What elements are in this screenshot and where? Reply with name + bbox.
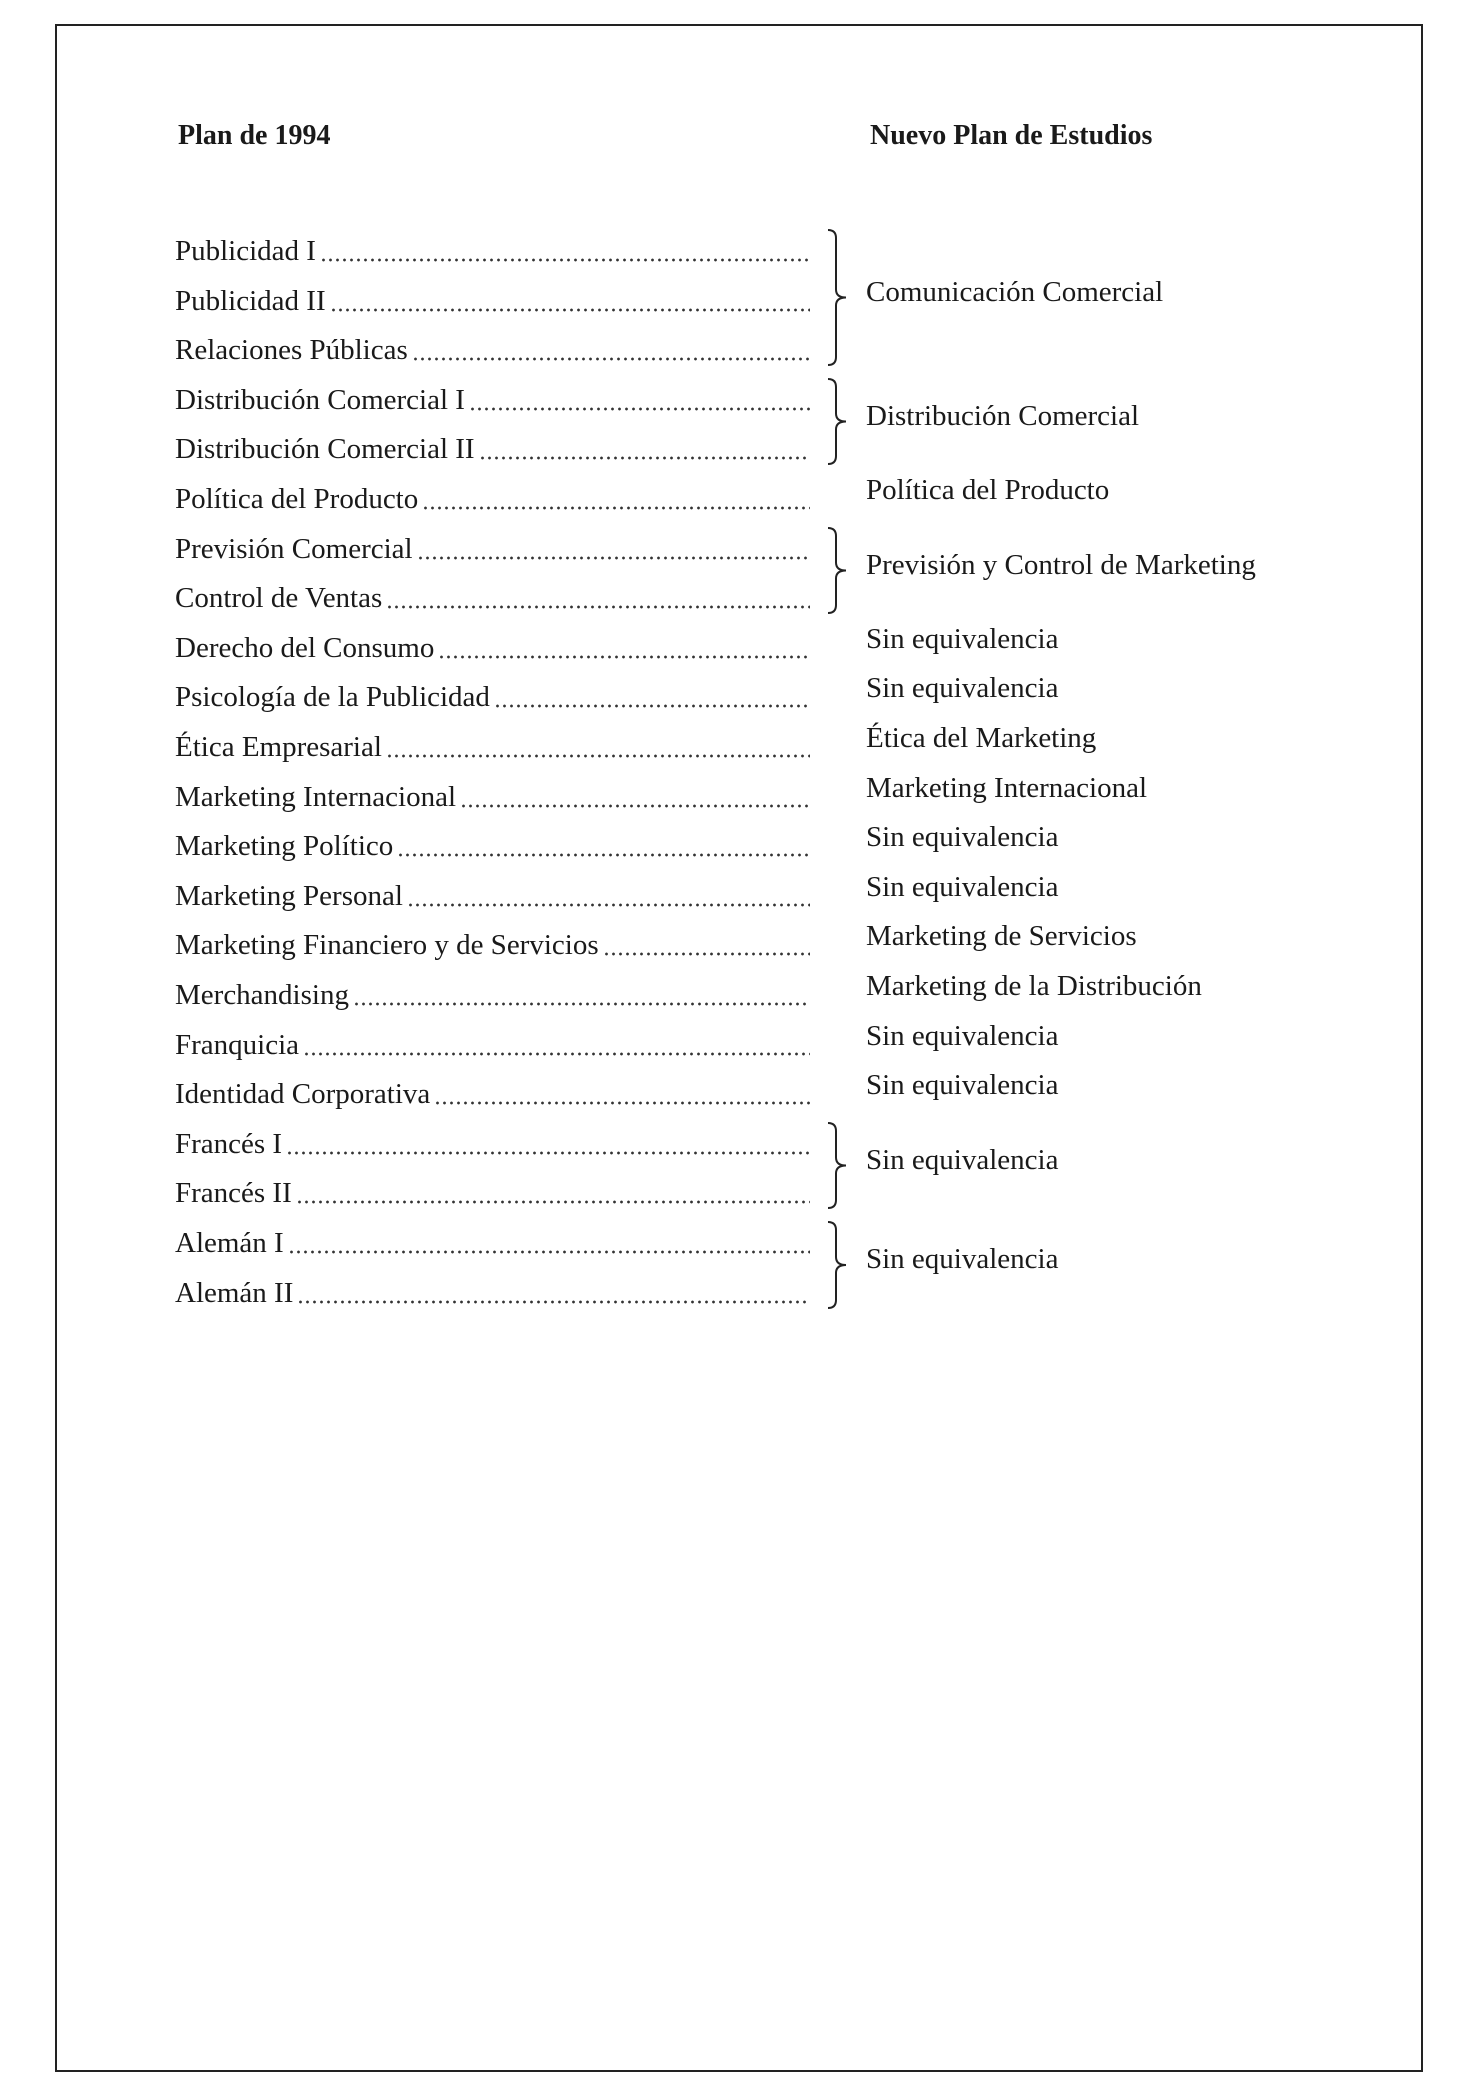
dot-leader <box>397 853 810 857</box>
course-name: Psicología de la Publicidad <box>175 681 490 713</box>
course-row <box>175 625 812 665</box>
equivalent-course: Marketing Internacional <box>866 772 1148 804</box>
dot-leader <box>417 556 810 560</box>
course-row <box>175 873 812 913</box>
course-row <box>175 1022 812 1062</box>
new-plan-header: Nuevo Plan de Estudios <box>870 120 1153 151</box>
course-row <box>175 426 812 466</box>
group-brace <box>826 1220 850 1310</box>
course-name: Marketing Político <box>175 830 394 862</box>
dot-leader <box>288 1250 810 1254</box>
dot-leader <box>296 1200 810 1204</box>
course-row <box>175 1170 812 1210</box>
equivalent-course: Sin equivalencia <box>866 672 1059 704</box>
dot-leader <box>407 903 810 907</box>
dot-leader <box>469 407 810 411</box>
old-plan-header: Plan de 1994 <box>178 120 331 151</box>
dot-leader <box>330 308 810 312</box>
course-row <box>175 476 812 516</box>
course-name: Previsión Comercial <box>175 533 413 565</box>
course-row <box>175 575 812 615</box>
course-name: Ética Empresarial <box>175 731 382 763</box>
equivalent-course: Sin equivalencia <box>866 1069 1059 1101</box>
dot-leader <box>460 804 810 808</box>
course-name: Alemán II <box>175 1277 294 1309</box>
dot-leader <box>434 1101 810 1105</box>
dot-leader <box>297 1300 810 1304</box>
course-name: Franquicia <box>175 1029 300 1061</box>
course-row <box>175 1071 812 1111</box>
course-row <box>175 774 812 814</box>
dot-leader <box>412 357 810 361</box>
course-name: Francés II <box>175 1177 292 1209</box>
course-name: Control de Ventas <box>175 582 383 614</box>
course-row <box>175 724 812 764</box>
course-row <box>175 1121 812 1161</box>
course-row <box>175 228 812 268</box>
course-name: Publicidad II <box>175 285 326 317</box>
course-name: Identidad Corporativa <box>175 1078 431 1110</box>
group-brace <box>826 228 850 367</box>
dot-leader <box>438 655 810 659</box>
dot-leader <box>494 704 810 708</box>
course-name: Distribución Comercial I <box>175 384 465 416</box>
group-brace <box>826 1121 850 1210</box>
course-name: Política del Producto <box>175 483 419 515</box>
course-name: Marketing Financiero y de Servicios <box>175 929 599 961</box>
equivalent-course: Sin equivalencia <box>866 1020 1059 1052</box>
course-row <box>175 972 812 1012</box>
dot-leader <box>386 605 810 609</box>
course-row <box>175 674 812 714</box>
equivalent-course: Previsión y Control de Marketing <box>866 549 1256 581</box>
course-row <box>175 1270 812 1310</box>
dot-leader <box>479 456 810 460</box>
equivalent-course: Distribución Comercial <box>866 400 1140 432</box>
equivalent-course: Sin equivalencia <box>866 1243 1059 1275</box>
course-name: Derecho del Consumo <box>175 632 435 664</box>
dot-leader <box>286 1151 810 1155</box>
group-brace <box>826 526 850 615</box>
equivalent-course: Marketing de Servicios <box>866 920 1137 952</box>
course-name: Merchandising <box>175 979 349 1011</box>
equivalent-course: Sin equivalencia <box>866 871 1059 903</box>
dot-leader <box>320 258 810 262</box>
equivalent-course: Política del Producto <box>866 474 1110 506</box>
course-name: Alemán I <box>175 1227 284 1259</box>
course-name: Marketing Personal <box>175 880 403 912</box>
equivalent-course: Comunicación Comercial <box>866 276 1164 308</box>
course-row <box>175 278 812 318</box>
dot-leader <box>603 952 810 956</box>
equivalent-course: Marketing de la Distribución <box>866 970 1202 1002</box>
course-name: Publicidad I <box>175 235 316 267</box>
course-name: Marketing Internacional <box>175 781 457 813</box>
group-brace <box>826 377 850 466</box>
dot-leader <box>303 1052 810 1056</box>
course-row <box>175 526 812 566</box>
dot-leader <box>386 754 810 758</box>
equivalent-course: Ética del Marketing <box>866 722 1097 754</box>
course-row <box>175 327 812 367</box>
equivalent-course: Sin equivalencia <box>866 623 1059 655</box>
dot-leader <box>353 1002 810 1006</box>
course-row <box>175 823 812 863</box>
course-row <box>175 377 812 417</box>
course-name: Francés I <box>175 1128 283 1160</box>
course-name: Distribución Comercial II <box>175 433 475 465</box>
course-row <box>175 922 812 962</box>
equivalent-course: Sin equivalencia <box>866 821 1059 853</box>
equivalent-course: Sin equivalencia <box>866 1144 1059 1176</box>
dot-leader <box>422 506 810 510</box>
course-row <box>175 1220 812 1260</box>
course-name: Relaciones Públicas <box>175 334 408 366</box>
